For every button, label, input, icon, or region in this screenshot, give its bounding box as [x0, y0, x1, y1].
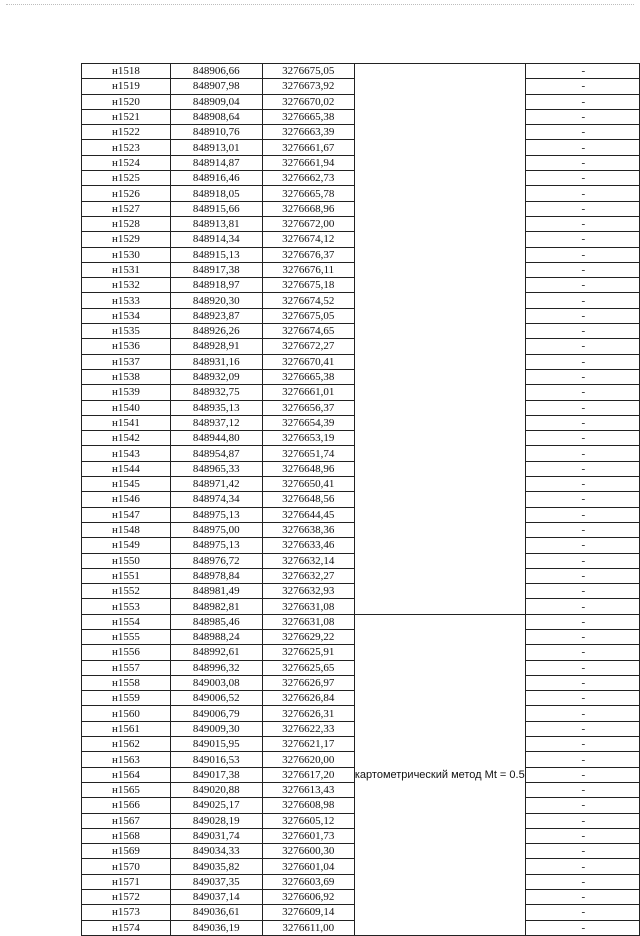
precision-cell	[525, 415, 639, 430]
table-body	[82, 64, 640, 936]
x-coordinate-cell: 848954,87	[170, 446, 262, 461]
table-row	[82, 614, 640, 629]
precision-value: -	[581, 218, 586, 231]
point-id-cell: н1519	[82, 79, 171, 94]
x-coordinate-cell: 849028,19	[170, 813, 262, 828]
y-coordinate-cell: 3276662,73	[262, 171, 354, 186]
x-coordinate-cell: 848935,13	[170, 400, 262, 415]
y-coordinate-cell: 3276608,98	[262, 798, 354, 813]
x-coordinate-cell: 848906,66	[170, 64, 262, 79]
y-coordinate-cell: 3276611,00	[262, 920, 354, 935]
precision-value: -	[581, 661, 586, 674]
precision-value: -	[581, 554, 586, 567]
y-coordinate-cell: 3276675,05	[262, 308, 354, 323]
precision-value: -	[581, 722, 586, 735]
x-coordinate-cell: 849017,38	[170, 767, 262, 782]
point-id-cell: н1559	[82, 691, 171, 706]
point-id-cell: н1527	[82, 201, 171, 216]
y-coordinate-cell: 3276672,27	[262, 339, 354, 354]
y-coordinate-cell: 3276668,96	[262, 201, 354, 216]
y-coordinate-cell: 3276661,94	[262, 155, 354, 170]
x-coordinate-cell: 848917,38	[170, 262, 262, 277]
precision-value: -	[581, 493, 586, 506]
point-id-cell: н1565	[82, 782, 171, 797]
point-id-cell: н1549	[82, 538, 171, 553]
x-coordinate-cell: 849037,14	[170, 890, 262, 905]
y-coordinate-cell: 3276675,05	[262, 64, 354, 79]
precision-value: -	[581, 921, 586, 934]
precision-cell	[525, 890, 639, 905]
y-coordinate-cell: 3276625,65	[262, 660, 354, 675]
precision-cell	[525, 140, 639, 155]
precision-cell	[525, 752, 639, 767]
precision-cell	[525, 614, 639, 629]
x-coordinate-cell: 849037,35	[170, 874, 262, 889]
precision-value: -	[581, 401, 586, 414]
precision-value: -	[581, 539, 586, 552]
y-coordinate-cell: 3276674,12	[262, 232, 354, 247]
y-coordinate-cell: 3276650,41	[262, 477, 354, 492]
precision-cell	[525, 369, 639, 384]
y-coordinate-cell: 3276633,46	[262, 538, 354, 553]
x-coordinate-cell: 848914,87	[170, 155, 262, 170]
point-id-cell: н1537	[82, 354, 171, 369]
precision-value: -	[581, 264, 586, 276]
y-coordinate-cell: 3276672,00	[262, 216, 354, 231]
point-id-cell: н1560	[82, 706, 171, 721]
precision-value: -	[581, 799, 586, 812]
x-coordinate-cell: 848996,32	[170, 660, 262, 675]
point-id-cell: н1567	[82, 813, 171, 828]
y-coordinate-cell: 3276626,97	[262, 675, 354, 690]
point-id-cell: н1552	[82, 584, 171, 599]
point-id-cell: н1571	[82, 874, 171, 889]
point-id-cell: н1531	[82, 262, 171, 277]
y-coordinate-cell: 3276601,73	[262, 828, 354, 843]
precision-cell	[525, 109, 639, 124]
precision-value: -	[581, 447, 586, 460]
x-coordinate-cell: 848926,26	[170, 324, 262, 339]
x-coordinate-cell: 848965,33	[170, 461, 262, 476]
point-id-cell: н1564	[82, 767, 171, 782]
point-id-cell: н1530	[82, 247, 171, 262]
coordinates-table	[81, 63, 640, 936]
precision-value: -	[581, 65, 586, 78]
x-coordinate-cell: 848918,97	[170, 278, 262, 293]
precision-value: -	[581, 432, 586, 445]
precision-cell	[525, 308, 639, 323]
precision-cell	[525, 216, 639, 231]
y-coordinate-cell: 3276665,38	[262, 109, 354, 124]
point-id-cell: н1557	[82, 660, 171, 675]
x-coordinate-cell: 848914,34	[170, 232, 262, 247]
precision-cell	[525, 262, 639, 277]
precision-value: -	[581, 202, 586, 215]
x-coordinate-cell: 849006,52	[170, 691, 262, 706]
y-coordinate-cell: 3276632,14	[262, 553, 354, 568]
x-coordinate-cell: 848915,66	[170, 201, 262, 216]
x-coordinate-cell: 848976,72	[170, 553, 262, 568]
y-coordinate-cell: 3276675,18	[262, 278, 354, 293]
point-id-cell: н1532	[82, 278, 171, 293]
precision-cell	[525, 874, 639, 889]
method-cell: картометрический метод Mt = 0.5	[354, 614, 525, 935]
precision-cell	[525, 767, 639, 782]
precision-cell	[525, 125, 639, 140]
precision-value: -	[581, 248, 586, 261]
precision-cell	[525, 538, 639, 553]
y-coordinate-cell: 3276648,96	[262, 461, 354, 476]
precision-value: -	[581, 677, 586, 690]
method-cell	[354, 64, 525, 615]
point-id-cell: н1547	[82, 507, 171, 522]
y-coordinate-cell: 3276606,92	[262, 890, 354, 905]
y-coordinate-cell: 3276622,33	[262, 721, 354, 736]
point-id-cell: н1563	[82, 752, 171, 767]
x-coordinate-cell: 848937,12	[170, 415, 262, 430]
x-coordinate-cell: 848932,09	[170, 369, 262, 384]
point-id-cell: н1526	[82, 186, 171, 201]
point-id-cell: н1554	[82, 614, 171, 629]
precision-value: -	[581, 845, 586, 858]
y-coordinate-cell: 3276674,65	[262, 324, 354, 339]
point-id-cell: н1566	[82, 798, 171, 813]
precision-cell	[525, 645, 639, 660]
precision-value: -	[581, 95, 586, 108]
y-coordinate-cell: 3276605,12	[262, 813, 354, 828]
y-coordinate-cell: 3276621,17	[262, 737, 354, 752]
precision-value: -	[581, 875, 586, 888]
y-coordinate-cell: 3276676,37	[262, 247, 354, 262]
point-id-cell: н1521	[82, 109, 171, 124]
precision-cell	[525, 721, 639, 736]
x-coordinate-cell: 848913,01	[170, 140, 262, 155]
precision-cell	[525, 293, 639, 308]
point-id-cell: н1569	[82, 844, 171, 859]
precision-cell	[525, 828, 639, 843]
x-coordinate-cell: 848981,49	[170, 584, 262, 599]
precision-value: -	[581, 156, 586, 169]
y-coordinate-cell: 3276631,08	[262, 599, 354, 614]
x-coordinate-cell: 849006,79	[170, 706, 262, 721]
point-id-cell: н1548	[82, 522, 171, 537]
x-coordinate-cell: 848971,42	[170, 477, 262, 492]
y-coordinate-cell: 3276648,56	[262, 492, 354, 507]
precision-cell	[525, 691, 639, 706]
precision-cell	[525, 844, 639, 859]
y-coordinate-cell: 3276609,14	[262, 905, 354, 920]
precision-value: -	[581, 600, 586, 613]
x-coordinate-cell: 848909,04	[170, 94, 262, 109]
precision-cell	[525, 905, 639, 920]
y-coordinate-cell: 3276674,52	[262, 293, 354, 308]
y-coordinate-cell: 3276661,67	[262, 140, 354, 155]
point-id-cell: н1545	[82, 477, 171, 492]
precision-cell	[525, 339, 639, 354]
precision-cell	[525, 171, 639, 186]
y-coordinate-cell: 3276632,93	[262, 584, 354, 599]
precision-cell	[525, 461, 639, 476]
point-id-cell: н1543	[82, 446, 171, 461]
precision-cell	[525, 186, 639, 201]
scan-edge-line	[6, 4, 634, 5]
precision-value: -	[581, 860, 586, 873]
x-coordinate-cell: 848944,80	[170, 431, 262, 446]
point-id-cell: н1546	[82, 492, 171, 507]
precision-value: -	[581, 462, 586, 475]
precision-cell	[525, 782, 639, 797]
x-coordinate-cell: 848910,76	[170, 125, 262, 140]
y-coordinate-cell: 3276626,84	[262, 691, 354, 706]
point-id-cell: н1556	[82, 645, 171, 660]
x-coordinate-cell: 848907,98	[170, 79, 262, 94]
y-coordinate-cell: 3276600,30	[262, 844, 354, 859]
y-coordinate-cell: 3276654,39	[262, 415, 354, 430]
y-coordinate-cell: 3276620,00	[262, 752, 354, 767]
x-coordinate-cell: 849035,82	[170, 859, 262, 874]
y-coordinate-cell: 3276656,37	[262, 400, 354, 415]
precision-value: -	[581, 416, 586, 429]
precision-cell	[525, 446, 639, 461]
point-id-cell: н1529	[82, 232, 171, 247]
precision-value: -	[581, 478, 586, 491]
x-coordinate-cell: 848992,61	[170, 645, 262, 660]
precision-cell	[525, 79, 639, 94]
point-id-cell: н1572	[82, 890, 171, 905]
precision-cell	[525, 706, 639, 721]
point-id-cell: н1535	[82, 324, 171, 339]
precision-value: -	[581, 294, 586, 307]
precision-value: -	[581, 172, 586, 185]
x-coordinate-cell: 848978,84	[170, 568, 262, 583]
x-coordinate-cell: 848975,13	[170, 538, 262, 553]
point-id-cell: н1574	[82, 920, 171, 935]
precision-value: -	[581, 508, 586, 521]
precision-value: -	[581, 325, 586, 338]
point-id-cell: н1538	[82, 369, 171, 384]
precision-value: -	[581, 784, 586, 797]
precision-value: -	[581, 371, 586, 384]
point-id-cell: н1573	[82, 905, 171, 920]
point-id-cell: н1520	[82, 94, 171, 109]
x-coordinate-cell: 848916,46	[170, 171, 262, 186]
precision-cell	[525, 94, 639, 109]
precision-cell	[525, 675, 639, 690]
point-id-cell: н1561	[82, 721, 171, 736]
precision-cell	[525, 155, 639, 170]
precision-cell	[525, 522, 639, 537]
x-coordinate-cell: 848982,81	[170, 599, 262, 614]
precision-value: -	[581, 768, 586, 781]
precision-value: -	[581, 585, 586, 598]
precision-value: -	[581, 279, 586, 292]
point-id-cell: н1553	[82, 599, 171, 614]
precision-cell	[525, 584, 639, 599]
precision-value: -	[581, 80, 586, 93]
point-id-cell: н1540	[82, 400, 171, 415]
y-coordinate-cell: 3276625,91	[262, 645, 354, 660]
y-coordinate-cell: 3276603,69	[262, 874, 354, 889]
precision-value: -	[581, 615, 586, 628]
precision-cell	[525, 507, 639, 522]
point-id-cell: н1539	[82, 385, 171, 400]
point-id-cell: н1550	[82, 553, 171, 568]
point-id-cell: н1562	[82, 737, 171, 752]
precision-value: -	[581, 738, 586, 751]
precision-cell	[525, 859, 639, 874]
point-id-cell: н1536	[82, 339, 171, 354]
precision-cell	[525, 354, 639, 369]
precision-cell	[525, 737, 639, 752]
point-id-cell: н1551	[82, 568, 171, 583]
precision-cell	[525, 553, 639, 568]
precision-value: -	[581, 233, 586, 246]
x-coordinate-cell: 849009,30	[170, 721, 262, 736]
table-row	[82, 64, 640, 79]
x-coordinate-cell: 848915,13	[170, 247, 262, 262]
precision-cell	[525, 385, 639, 400]
x-coordinate-cell: 848918,05	[170, 186, 262, 201]
y-coordinate-cell: 3276601,04	[262, 859, 354, 874]
precision-value: -	[581, 187, 586, 200]
x-coordinate-cell: 849036,61	[170, 905, 262, 920]
precision-cell	[525, 324, 639, 339]
point-id-cell: н1522	[82, 125, 171, 140]
point-id-cell: н1534	[82, 308, 171, 323]
point-id-cell: н1528	[82, 216, 171, 231]
point-id-cell: н1570	[82, 859, 171, 874]
precision-cell	[525, 477, 639, 492]
x-coordinate-cell: 848923,87	[170, 308, 262, 323]
precision-value: -	[581, 355, 586, 368]
y-coordinate-cell: 3276617,20	[262, 767, 354, 782]
y-coordinate-cell: 3276613,43	[262, 782, 354, 797]
point-id-cell: н1518	[82, 64, 171, 79]
precision-value: -	[581, 126, 586, 139]
precision-value: -	[581, 340, 586, 353]
precision-value: -	[581, 386, 586, 399]
y-coordinate-cell: 3276651,74	[262, 446, 354, 461]
precision-cell	[525, 629, 639, 644]
precision-cell	[525, 431, 639, 446]
y-coordinate-cell: 3276626,31	[262, 706, 354, 721]
precision-value: -	[581, 753, 586, 766]
precision-cell	[525, 64, 639, 79]
precision-cell	[525, 232, 639, 247]
x-coordinate-cell: 848985,46	[170, 614, 262, 629]
precision-cell	[525, 201, 639, 216]
point-id-cell: н1541	[82, 415, 171, 430]
y-coordinate-cell: 3276631,08	[262, 614, 354, 629]
precision-cell	[525, 247, 639, 262]
precision-cell	[525, 492, 639, 507]
point-id-cell: н1544	[82, 461, 171, 476]
x-coordinate-cell: 848920,30	[170, 293, 262, 308]
x-coordinate-cell: 848988,24	[170, 629, 262, 644]
x-coordinate-cell: 849034,33	[170, 844, 262, 859]
x-coordinate-cell: 849015,95	[170, 737, 262, 752]
precision-value: -	[581, 309, 586, 322]
y-coordinate-cell: 3276670,02	[262, 94, 354, 109]
x-coordinate-cell: 849016,53	[170, 752, 262, 767]
point-id-cell: н1568	[82, 828, 171, 843]
point-id-cell: н1525	[82, 171, 171, 186]
x-coordinate-cell: 849036,19	[170, 920, 262, 935]
precision-value: -	[581, 524, 586, 537]
precision-value: -	[581, 814, 586, 827]
precision-value: -	[581, 891, 586, 904]
x-coordinate-cell: 848931,16	[170, 354, 262, 369]
x-coordinate-cell: 848913,81	[170, 216, 262, 231]
x-coordinate-cell: 849003,08	[170, 675, 262, 690]
y-coordinate-cell: 3276665,78	[262, 186, 354, 201]
precision-value: -	[581, 829, 586, 842]
x-coordinate-cell: 849020,88	[170, 782, 262, 797]
precision-cell	[525, 400, 639, 415]
x-coordinate-cell: 848928,91	[170, 339, 262, 354]
x-coordinate-cell: 848974,34	[170, 492, 262, 507]
precision-value: -	[581, 141, 586, 154]
x-coordinate-cell: 848975,00	[170, 522, 262, 537]
y-coordinate-cell: 3276661,01	[262, 385, 354, 400]
precision-value: -	[581, 111, 586, 124]
precision-value: -	[581, 569, 586, 582]
point-id-cell: н1524	[82, 155, 171, 170]
precision-cell	[525, 798, 639, 813]
y-coordinate-cell: 3276638,36	[262, 522, 354, 537]
precision-cell	[525, 660, 639, 675]
point-id-cell: н1523	[82, 140, 171, 155]
x-coordinate-cell: 848932,75	[170, 385, 262, 400]
precision-value: -	[581, 646, 586, 659]
y-coordinate-cell: 3276653,19	[262, 431, 354, 446]
precision-cell	[525, 568, 639, 583]
precision-cell	[525, 599, 639, 614]
y-coordinate-cell: 3276632,27	[262, 568, 354, 583]
y-coordinate-cell: 3276670,41	[262, 354, 354, 369]
x-coordinate-cell: 849025,17	[170, 798, 262, 813]
precision-cell	[525, 278, 639, 293]
point-id-cell: н1542	[82, 431, 171, 446]
x-coordinate-cell: 848908,64	[170, 109, 262, 124]
y-coordinate-cell: 3276676,11	[262, 262, 354, 277]
y-coordinate-cell: 3276644,45	[262, 507, 354, 522]
precision-cell	[525, 813, 639, 828]
precision-cell	[525, 920, 639, 935]
x-coordinate-cell: 848975,13	[170, 507, 262, 522]
precision-value: -	[581, 707, 586, 720]
x-coordinate-cell: 849031,74	[170, 828, 262, 843]
precision-value: -	[581, 906, 586, 919]
y-coordinate-cell: 3276665,38	[262, 369, 354, 384]
precision-value: -	[581, 692, 586, 705]
y-coordinate-cell: 3276663,39	[262, 125, 354, 140]
precision-value: -	[581, 631, 586, 644]
point-id-cell: н1558	[82, 675, 171, 690]
y-coordinate-cell: 3276673,92	[262, 79, 354, 94]
point-id-cell: н1533	[82, 293, 171, 308]
point-id-cell: н1555	[82, 629, 171, 644]
y-coordinate-cell: 3276629,22	[262, 629, 354, 644]
